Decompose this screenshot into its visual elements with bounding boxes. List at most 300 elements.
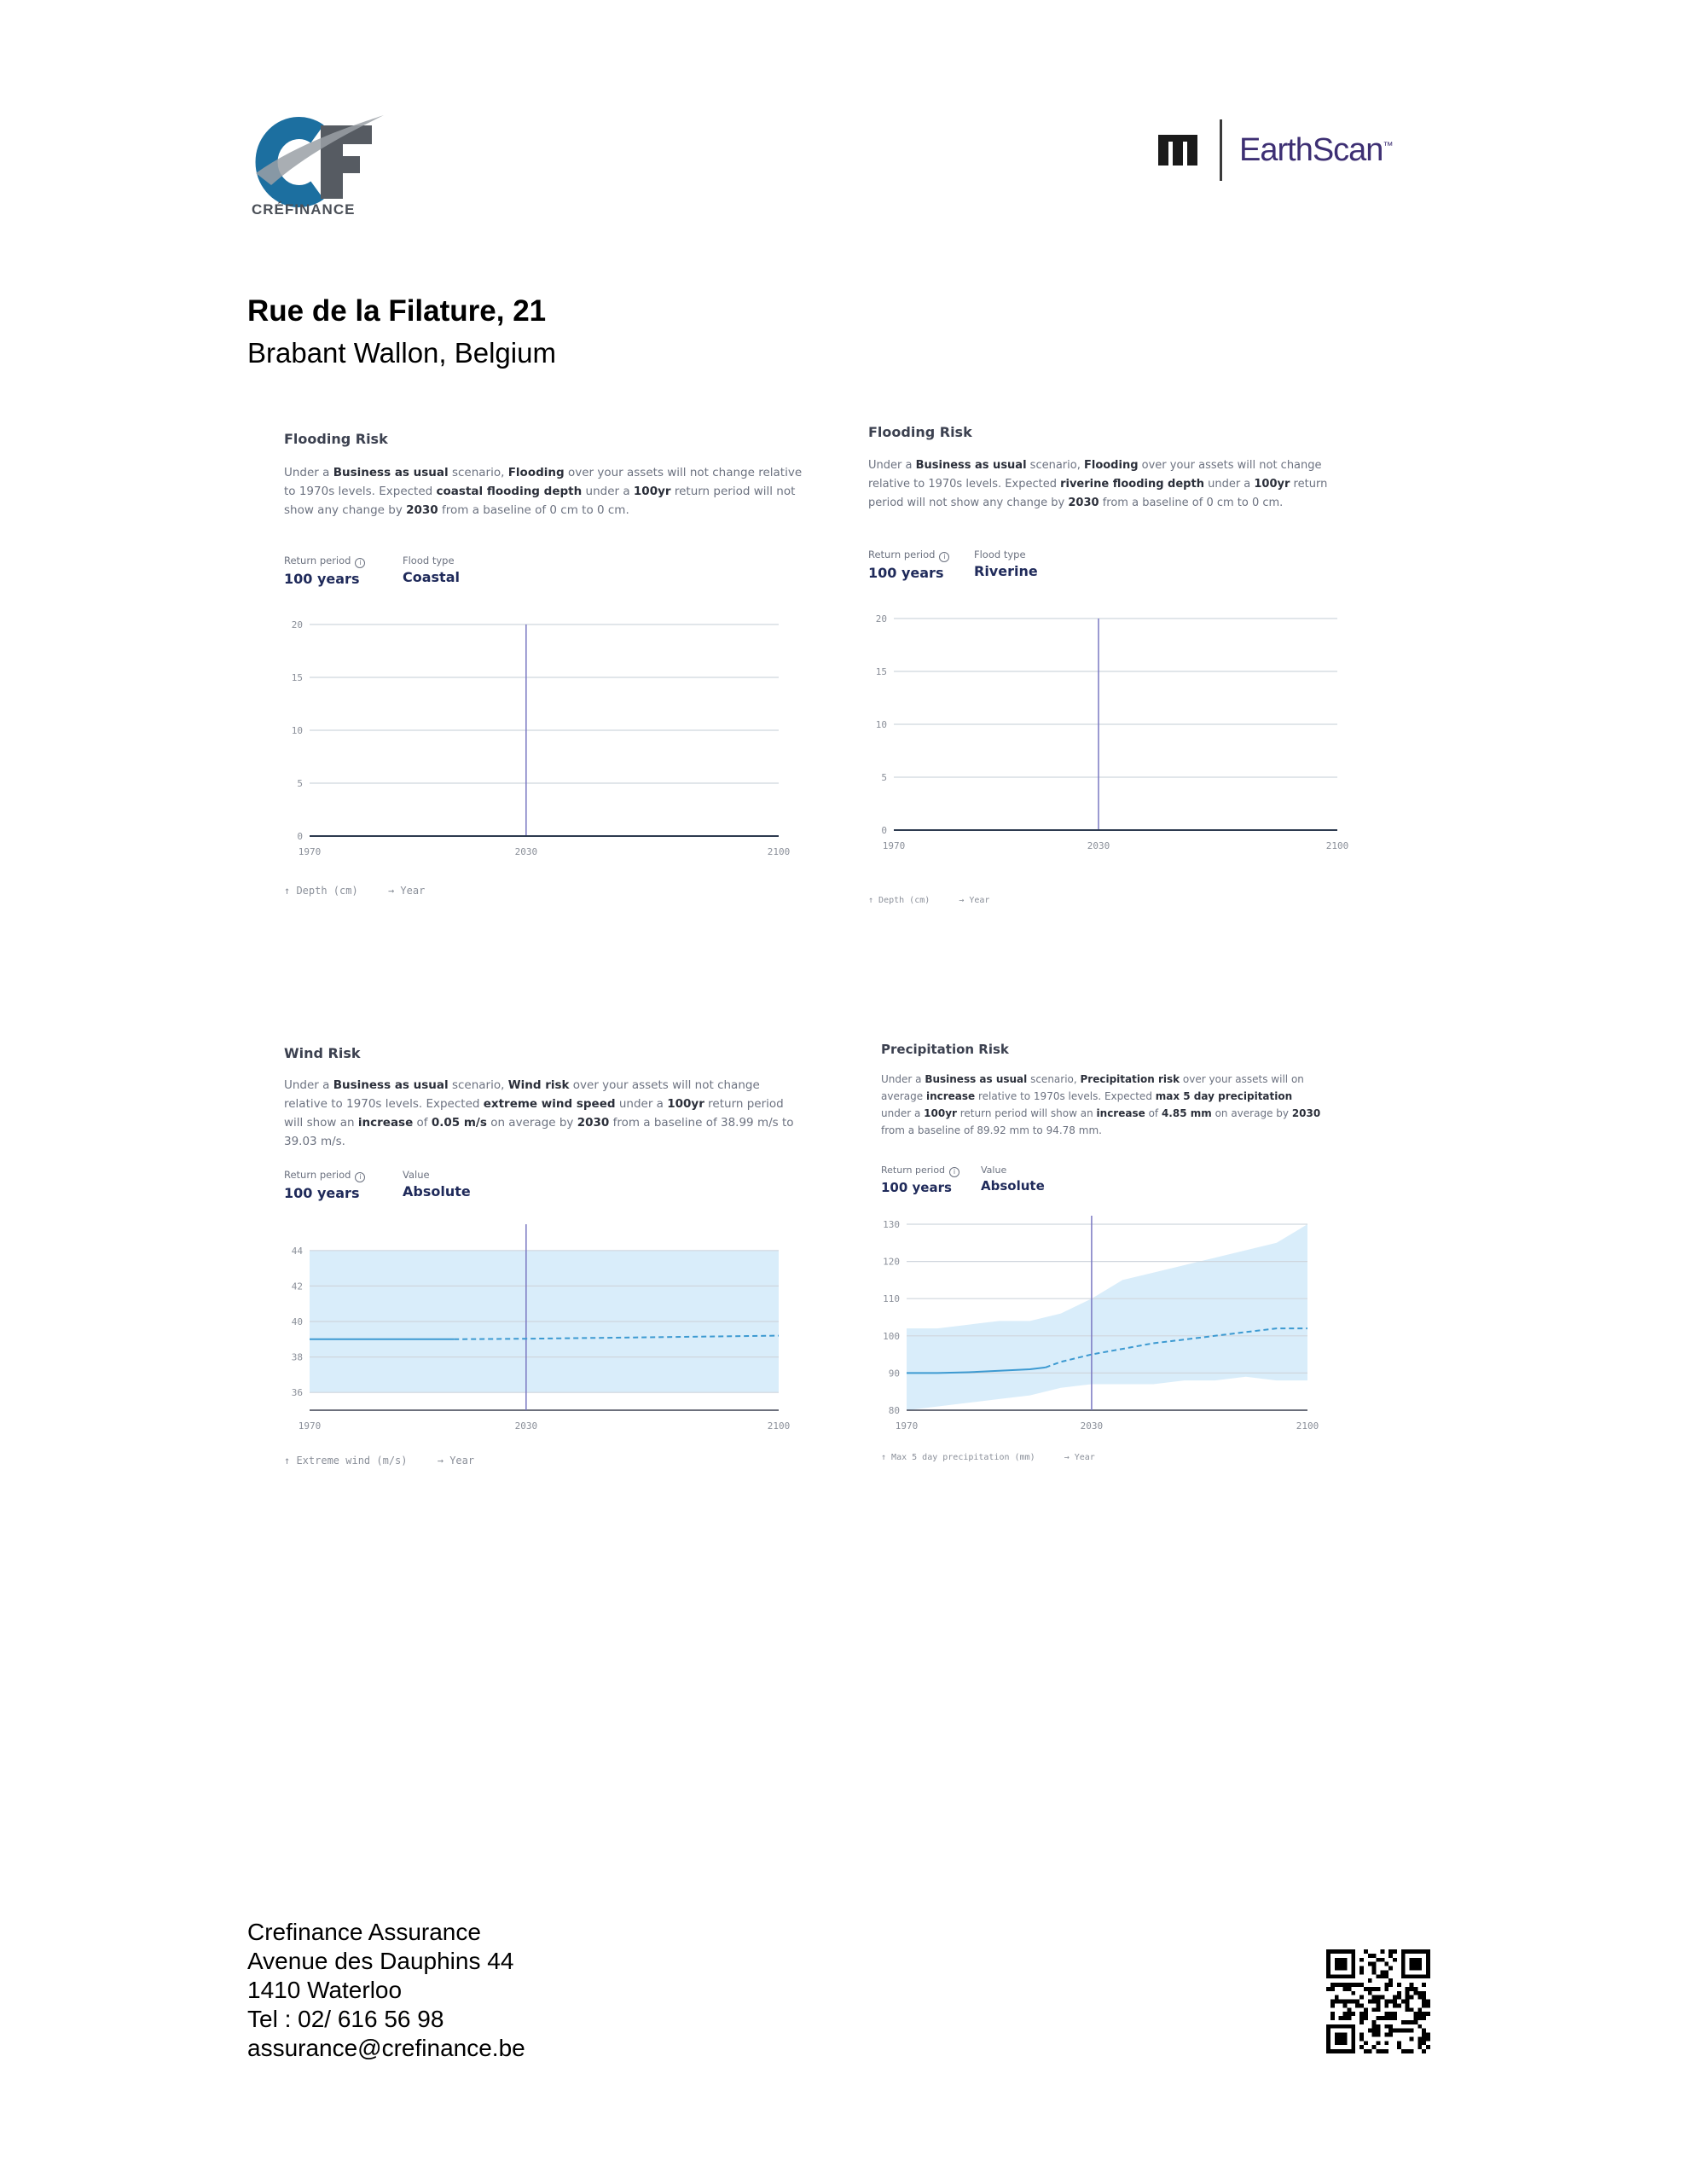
- qr-module: [1410, 1983, 1414, 1987]
- card-description: [284, 1076, 804, 1151]
- value-type-label: Value: [403, 1169, 430, 1181]
- qr-module: [1372, 2020, 1377, 2024]
- qr-module: [1364, 1987, 1368, 1991]
- return-period-value: 100 years: [284, 1185, 360, 1201]
- desc-emphasis: 100yr: [633, 485, 671, 498]
- qr-module: [1406, 2003, 1410, 2007]
- qr-finder-core: [1410, 1958, 1423, 1971]
- qr-module: [1426, 2012, 1430, 2016]
- qr-module: [1384, 2033, 1388, 2037]
- qr-module: [1417, 2036, 1422, 2041]
- desc-emphasis: extreme wind speed: [483, 1097, 616, 1111]
- desc-emphasis: 100yr: [667, 1097, 704, 1111]
- qr-module: [1372, 2007, 1377, 2012]
- y-tick-label: 100: [883, 1330, 900, 1342]
- qr-module: [1426, 2003, 1430, 2007]
- x-tick-label: 2030: [514, 846, 538, 857]
- qr-module: [1413, 2020, 1417, 2024]
- qr-module: [1422, 1991, 1426, 1995]
- y-tick-label: 10: [875, 719, 887, 730]
- footer-city: 1410 Waterloo: [247, 1977, 403, 2003]
- qr-module: [1417, 1995, 1422, 2000]
- qr-module: [1339, 2000, 1343, 2004]
- qr-module: [1351, 2012, 1355, 2016]
- axis-key: ↑ Depth (cm) → Year: [284, 885, 426, 897]
- desc-text: on average by: [1211, 1107, 1292, 1119]
- qr-module: [1377, 2033, 1381, 2037]
- desc-text: of: [413, 1116, 432, 1130]
- qr-module: [1335, 1995, 1339, 2000]
- qr-module: [1388, 2016, 1393, 2020]
- qr-module: [1377, 2024, 1381, 2029]
- qr-module: [1426, 2033, 1430, 2037]
- desc-text: Under a: [284, 466, 333, 479]
- desc-emphasis: increase: [1096, 1107, 1145, 1119]
- qr-module: [1330, 2003, 1335, 2007]
- desc-emphasis: Business as usual: [333, 466, 449, 479]
- footer-email[interactable]: assurance@crefinance.be: [247, 2035, 525, 2061]
- qr-module: [1413, 2016, 1417, 2020]
- qr-module: [1351, 1991, 1355, 1995]
- axis-key: ↑ Extreme wind (m/s) → Year: [284, 1455, 475, 1467]
- desc-text: of: [1145, 1107, 1162, 1119]
- qr-module: [1343, 1987, 1348, 1991]
- desc-emphasis: 2030: [1291, 1107, 1321, 1119]
- qr-module: [1397, 1995, 1401, 2000]
- qr-module: [1413, 2012, 1417, 2016]
- riverine-flood-card: [836, 397, 1390, 943]
- qr-module: [1359, 2012, 1364, 2016]
- x-axis-key: Year: [1074, 1453, 1095, 1462]
- qr-module: [1359, 2045, 1364, 2049]
- x-tick-label: 2100: [1296, 1420, 1319, 1432]
- y-tick-label: 80: [888, 1405, 900, 1416]
- qr-module: [1372, 2033, 1377, 2037]
- y-tick-label: 44: [291, 1245, 303, 1257]
- qr-module: [1393, 2003, 1397, 2007]
- desc-emphasis: coastal flooding depth: [436, 485, 583, 498]
- card-description: [868, 456, 1346, 513]
- qr-module: [1393, 2016, 1397, 2020]
- return-period: [881, 1165, 959, 1195]
- desc-emphasis: increase: [357, 1116, 414, 1130]
- x-tick-label: 2030: [1087, 840, 1110, 851]
- desc-emphasis: 2030: [577, 1116, 610, 1130]
- card-title: Flooding Risk: [868, 424, 972, 440]
- qr-module: [1368, 1991, 1372, 1995]
- qr-module: [1343, 2012, 1348, 2016]
- desc-text: from a baseline of 38.99 m/s to 39.03 m/s.: [284, 1116, 794, 1148]
- desc-text: over your assets will not change relative to 1970s levels. Expected: [868, 459, 1322, 491]
- qr-module: [1426, 2045, 1430, 2049]
- qr-module: [1380, 1949, 1384, 1954]
- qr-module: [1355, 1983, 1359, 1987]
- qr-module: [1422, 2049, 1426, 2053]
- qr-module: [1359, 1966, 1364, 1971]
- qr-module: [1368, 1978, 1372, 1983]
- qr-module: [1413, 1987, 1417, 1991]
- qr-module: [1343, 2003, 1348, 2007]
- desc-emphasis: Wind risk: [507, 1078, 570, 1092]
- desc-text: return period will not show any change by: [284, 485, 796, 517]
- x-axis-key: Year: [449, 1455, 475, 1467]
- y-axis-key: Max 5 day precipitation (mm): [891, 1453, 1035, 1462]
- qr-module: [1388, 1978, 1393, 1983]
- qr-module: [1359, 2020, 1364, 2024]
- y-tick-label: 38: [291, 1351, 303, 1363]
- qr-module: [1406, 1987, 1410, 1991]
- precipitation-chart: [872, 1214, 1319, 1436]
- qr-module: [1410, 2029, 1414, 2033]
- qr-module: [1417, 2024, 1422, 2029]
- qr-module: [1393, 2012, 1397, 2016]
- desc-text: scenario,: [448, 1078, 508, 1092]
- property-address: Rue de la Filature, 21: [247, 294, 547, 328]
- coastal-flood-chart: [275, 614, 791, 862]
- x-tick-label: 2030: [514, 1420, 538, 1432]
- desc-text: from a baseline of 0 cm to 0 cm.: [1099, 497, 1284, 509]
- earthscan-logo: [1157, 119, 1392, 181]
- qr-module: [1410, 2020, 1414, 2024]
- qr-module: [1384, 2003, 1388, 2007]
- card-description: [284, 463, 804, 520]
- y-tick-label: 120: [883, 1256, 900, 1268]
- qr-module: [1377, 2016, 1381, 2020]
- value-type-value: Absolute: [403, 1183, 471, 1199]
- desc-text: return period will show an: [956, 1107, 1097, 1119]
- card-title: Wind Risk: [284, 1045, 361, 1061]
- qr-module: [1422, 2041, 1426, 2045]
- desc-text: scenario,: [1026, 459, 1084, 472]
- qr-module: [1422, 2029, 1426, 2033]
- x-tick-label: 1970: [298, 846, 322, 857]
- qr-module: [1417, 2045, 1422, 2049]
- qr-module: [1372, 1970, 1377, 1974]
- qr-module: [1377, 2000, 1381, 2004]
- desc-emphasis: 0.05 m/s: [431, 1116, 487, 1130]
- qr-module: [1413, 1991, 1417, 1995]
- flood-type-value: Coastal: [403, 569, 460, 585]
- qr-module: [1359, 2033, 1364, 2037]
- footer-contact: [247, 1918, 525, 2063]
- flood-type: [403, 555, 460, 585]
- qr-module: [1359, 1958, 1364, 1962]
- value-type-label: Value: [981, 1165, 1007, 1176]
- y-tick-label: 15: [875, 666, 887, 677]
- info-icon[interactable]: i: [949, 1167, 959, 1177]
- qr-module: [1417, 1991, 1422, 1995]
- y-tick-label: 10: [291, 725, 303, 736]
- qr-finder-core: [1335, 1958, 1348, 1971]
- y-tick-label: 40: [291, 1316, 303, 1327]
- qr-module: [1388, 1954, 1393, 1958]
- return-period: [868, 549, 949, 581]
- qr-module: [1397, 1983, 1401, 1987]
- x-tick-label: 2100: [767, 846, 791, 857]
- qr-module: [1330, 2000, 1335, 2004]
- qr-module: [1368, 1987, 1372, 1991]
- qr-module: [1364, 2041, 1368, 2045]
- y-tick-label: 15: [291, 672, 303, 683]
- qr-module: [1347, 1987, 1351, 1991]
- desc-text: Under a: [881, 1073, 925, 1085]
- flood-type-label: Flood type: [974, 549, 1026, 561]
- qr-module: [1422, 2033, 1426, 2037]
- y-tick-label: 20: [291, 619, 303, 630]
- axis-key: ↑ Depth (cm) → Year: [868, 896, 990, 905]
- desc-text: under a: [582, 485, 634, 498]
- qr-module: [1426, 2000, 1430, 2004]
- desc-emphasis: Flooding: [1083, 459, 1139, 472]
- desc-emphasis: Business as usual: [333, 1078, 449, 1092]
- qr-module: [1377, 1995, 1381, 2000]
- y-axis-key: Depth (cm): [296, 885, 358, 897]
- qr-module: [1351, 1983, 1355, 1987]
- x-tick-label: 1970: [298, 1420, 322, 1432]
- uncertainty-band: [907, 1224, 1307, 1410]
- qr-module: [1406, 2020, 1410, 2024]
- qr-module: [1406, 2007, 1410, 2012]
- y-tick-label: 36: [291, 1387, 303, 1399]
- qr-module: [1410, 2036, 1414, 2041]
- qr-module: [1401, 2029, 1406, 2033]
- qr-module: [1343, 1983, 1348, 1987]
- qr-module: [1384, 1974, 1388, 1978]
- qr-module: [1355, 2003, 1359, 2007]
- qr-module: [1377, 2003, 1381, 2007]
- info-icon[interactable]: i: [355, 558, 365, 568]
- qr-module: [1384, 2041, 1388, 2045]
- qr-module: [1388, 2000, 1393, 2004]
- axis-key: ↑ Max 5 day precipitation (mm) → Year: [881, 1453, 1095, 1462]
- desc-text: Under a: [284, 1078, 333, 1092]
- qr-module: [1330, 2016, 1335, 2020]
- desc-text: under a: [615, 1097, 668, 1111]
- wind-risk-card: [252, 1019, 832, 1514]
- qr-module: [1343, 2016, 1348, 2020]
- x-axis-key: Year: [969, 896, 990, 905]
- return-period: [284, 1169, 365, 1201]
- qr-module: [1359, 1970, 1364, 1974]
- qr-module: [1388, 2033, 1393, 2037]
- qr-module: [1410, 2049, 1414, 2053]
- qr-module: [1406, 2000, 1410, 2004]
- x-tick-label: 1970: [882, 840, 906, 851]
- desc-emphasis: max 5 day precipitation: [1155, 1090, 1293, 1102]
- qr-module: [1422, 2036, 1426, 2041]
- qr-module: [1384, 1983, 1388, 1987]
- precipitation-risk-card: [849, 1019, 1360, 1514]
- desc-emphasis: 2030: [1068, 497, 1099, 509]
- qr-module: [1372, 1954, 1377, 1958]
- desc-emphasis: riverine flooding depth: [1060, 478, 1204, 491]
- flood-type-value: Riverine: [974, 563, 1038, 579]
- qr-module: [1384, 1970, 1388, 1974]
- qr-module: [1368, 1962, 1372, 1966]
- qr-module: [1372, 2045, 1377, 2049]
- qr-module: [1347, 2007, 1351, 2012]
- value-type: [403, 1169, 471, 1199]
- qr-module: [1372, 2000, 1377, 2004]
- qr-module: [1384, 2049, 1388, 2053]
- qr-module: [1347, 2012, 1351, 2016]
- x-tick-label: 2100: [767, 1420, 791, 1432]
- value-type-value: Absolute: [981, 1178, 1045, 1194]
- value-type: [981, 1165, 1045, 1194]
- desc-text: return period will show an: [284, 1097, 784, 1130]
- qr-module: [1326, 1987, 1330, 1991]
- qr-module: [1372, 1995, 1377, 2000]
- desc-emphasis: increase: [925, 1090, 976, 1102]
- qr-module: [1380, 1995, 1384, 2000]
- qr-module: [1388, 1966, 1393, 1971]
- qr-module: [1410, 1987, 1414, 1991]
- qr-module: [1384, 2000, 1388, 2004]
- desc-text: scenario,: [1027, 1073, 1081, 1085]
- qr-module: [1426, 2036, 1430, 2041]
- desc-emphasis: 4.85 mm: [1161, 1107, 1212, 1119]
- qr-module: [1393, 1958, 1397, 1962]
- qr-module: [1377, 2007, 1381, 2012]
- qr-module: [1377, 2029, 1381, 2033]
- desc-text: return period will not show any change by: [868, 478, 1328, 509]
- info-icon[interactable]: i: [939, 552, 949, 562]
- qr-module: [1417, 2012, 1422, 2016]
- footer-phone[interactable]: Tel : 02/ 616 56 98: [247, 2006, 444, 2032]
- riverine-flood-chart: [860, 608, 1349, 856]
- qr-module: [1355, 2000, 1359, 2004]
- qr-module: [1388, 1949, 1393, 1954]
- qr-module: [1368, 2000, 1372, 2004]
- qr-module: [1384, 2016, 1388, 2020]
- qr-module: [1384, 2012, 1388, 2016]
- return-period-value: 100 years: [868, 565, 944, 581]
- return-period-label: Return period: [881, 1165, 946, 1176]
- qr-module: [1359, 2036, 1364, 2041]
- footer-street: Avenue des Dauphins 44: [247, 1948, 514, 1974]
- qr-module: [1410, 2007, 1414, 2012]
- y-tick-label: 90: [888, 1368, 900, 1380]
- qr-module: [1417, 2007, 1422, 2012]
- card-description: [881, 1071, 1325, 1139]
- qr-module: [1397, 2045, 1401, 2049]
- y-tick-label: 0: [297, 831, 303, 842]
- desc-text: over your assets will on average: [881, 1073, 1304, 1102]
- qr-module: [1422, 2012, 1426, 2016]
- desc-text: over your assets will not change relative to 1970s levels. Expected: [284, 1078, 760, 1111]
- y-tick-label: 130: [883, 1219, 900, 1230]
- qr-module: [1406, 1995, 1410, 2000]
- qr-module: [1347, 1983, 1351, 1987]
- y-tick-label: 110: [883, 1293, 900, 1305]
- qr-module: [1368, 1954, 1372, 1958]
- qr-module: [1406, 2049, 1410, 2053]
- wind-chart: [275, 1223, 791, 1436]
- qr-module: [1339, 2016, 1343, 2020]
- qr-module: [1372, 1962, 1377, 1966]
- x-axis-key: Year: [400, 885, 426, 897]
- qr-module: [1335, 2000, 1339, 2004]
- qr-module: [1347, 2000, 1351, 2004]
- desc-text: under a: [1203, 478, 1255, 491]
- desc-text: Under a: [868, 459, 916, 472]
- x-tick-label: 2100: [1325, 840, 1349, 851]
- y-tick-label: 0: [881, 825, 887, 836]
- desc-text: under a: [881, 1107, 925, 1119]
- qr-module: [1422, 2016, 1426, 2020]
- logo-divider: [1220, 119, 1222, 181]
- qr-module: [1339, 1983, 1343, 1987]
- y-tick-label: 20: [875, 613, 887, 624]
- desc-text: on average by: [486, 1116, 577, 1130]
- qr-module: [1384, 1962, 1388, 1966]
- qr-module: [1384, 2024, 1388, 2029]
- qr-module: [1422, 1983, 1426, 1987]
- qr-module: [1364, 2007, 1368, 2012]
- qr-module: [1393, 1995, 1397, 2000]
- return-period-label: Return period: [868, 549, 936, 561]
- desc-emphasis: Flooding: [507, 466, 565, 479]
- y-axis-key: Depth (cm): [878, 896, 930, 905]
- qr-module: [1343, 2000, 1348, 2004]
- qr-module: [1377, 2041, 1381, 2045]
- desc-text: over your assets will not change relative to 1970s levels. Expected: [284, 466, 803, 498]
- qr-module: [1377, 1987, 1381, 1991]
- qr-finder-core: [1335, 2033, 1348, 2046]
- qr-module: [1368, 2029, 1372, 2033]
- qr-module: [1359, 1983, 1364, 1987]
- qr-module: [1377, 2049, 1381, 2053]
- qr-module: [1347, 2016, 1351, 2020]
- desc-emphasis: Business as usual: [915, 459, 1027, 472]
- qr-module: [1397, 2003, 1401, 2007]
- qr-module: [1377, 1958, 1381, 1962]
- desc-emphasis: 2030: [406, 503, 438, 517]
- qr-module: [1330, 2012, 1335, 2016]
- y-tick-label: 5: [297, 778, 303, 789]
- desc-text: scenario,: [448, 466, 508, 479]
- crefinance-logo-text: CRÉFINANCE: [252, 201, 356, 218]
- qr-module: [1368, 2049, 1372, 2053]
- qr-module: [1406, 1991, 1410, 1995]
- qr-module: [1359, 2003, 1364, 2007]
- qr-module: [1380, 2016, 1384, 2020]
- qr-module: [1397, 1991, 1401, 1995]
- qr-module: [1422, 2003, 1426, 2007]
- qr-module: [1417, 2041, 1422, 2045]
- qr-module: [1393, 2029, 1397, 2033]
- qr-module: [1351, 2000, 1355, 2004]
- return-period-label: Return period: [284, 555, 351, 566]
- coastal-flood-card: [252, 397, 832, 943]
- qr-module: [1380, 1958, 1384, 1962]
- return-period-label: Return period: [284, 1169, 351, 1181]
- earthscan-name: EarthScan: [1239, 131, 1383, 168]
- qr-module: [1401, 2049, 1406, 2053]
- qr-module: [1388, 1983, 1393, 1987]
- info-icon[interactable]: i: [355, 1172, 365, 1182]
- x-tick-label: 1970: [895, 1420, 919, 1432]
- qr-module: [1335, 1983, 1339, 1987]
- qr-module: [1401, 2020, 1406, 2024]
- return-period-value: 100 years: [881, 1180, 952, 1195]
- qr-module: [1388, 2012, 1393, 2016]
- qr-module: [1330, 1983, 1335, 1987]
- earthscan-tm: ™: [1383, 138, 1393, 151]
- qr-module: [1359, 1995, 1364, 2000]
- qr-code: [1326, 1949, 1430, 2053]
- qr-module: [1388, 2024, 1393, 2029]
